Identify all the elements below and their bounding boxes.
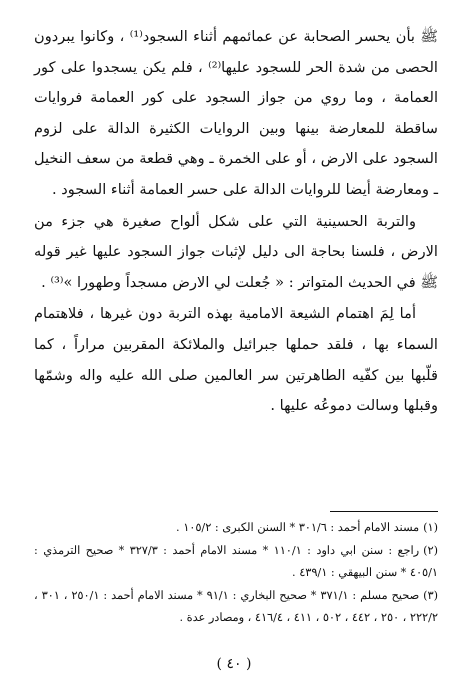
footnote-1 (34, 517, 438, 540)
paragraph-3: أما لِمَ اهتمام الشيعة الامامية بهذه التربة دون غيرها ، فلاهتمام السماء بها ، فلقد حملها جبرائيل والملائكة المقربين مراراً ، كما قلّبها بين كفّيه الطاهرتين سر العالمين صلى الله عليه واله وشمّها وقبلها وسالت دموعُه عليها . (34, 305, 438, 415)
footnote-number: (١) (423, 521, 438, 534)
footnote-number: (٣) (423, 588, 439, 602)
page-number: ( ٤٠ ) (216, 656, 252, 672)
footnotes (34, 517, 438, 630)
footnote-text: صحيح مسلم : ٣٧١/١ * صحيح البخاري : ٩١/١ * مسند الامام أحمد : ٢٥٠/١ ، ٣٠١ ، ٢٢٢/٢ ، ٢٥٠ ، ٤٤٢ ، ٥٠٢ ، ٤١١ ، ٤١٦/٤ ، ومصادر عدة . (34, 588, 438, 624)
footnote-3 (34, 585, 438, 630)
paragraph-1: ﷺ بأن يحسر الصحابة عن عمائمهم أثناء السجود⁽¹⁾ ، وكانوا يبردون الحصى من شدة الحر للسجود عليها⁽²⁾ ، فلم يكن يسجدوا على كور العمامة ، وما روي من جواز السجود على كور العمامة فروايات ساقطة للمعارضة بينها وبين الروايات الكثيرة الدالة على لزوم السجود على الارض ، أو على الخمرة ـ وهي قطعة من سعف النخيل ـ ومعارضة أيضا للروايات الدالة على حسر العمامة أثناء السجود . (34, 28, 439, 198)
footnote-2 (34, 540, 438, 585)
footnote-text: راجع : سنن ابي داود : ١١٠/١ * مسند الامام أحمد : ٣٢٧/٣ * صحيح الترمذي : ٤٠٥/١ * سنن البيهقي : ٤٣٩/١ . (34, 543, 438, 579)
paragraph-2: والتربة الحسينية التي على شكل ألواح صغيرة هي جزء من الارض ، فلسنا بحاجة الى دليل لإثبات جواز السجود عليها غير قوله ﷺ في الحديث المتواتر : « جُعلت لي الارض مسجداً وطهورا »⁽³⁾ . (34, 212, 438, 291)
footnote-number: (٢) (423, 543, 439, 557)
main-text (34, 22, 438, 422)
footnote-text: مسند الامام أحمد : ٣٠١/٦ * السنن الكبرى : ١٠٥/٢ . (176, 521, 420, 534)
footnote-separator (330, 511, 438, 512)
